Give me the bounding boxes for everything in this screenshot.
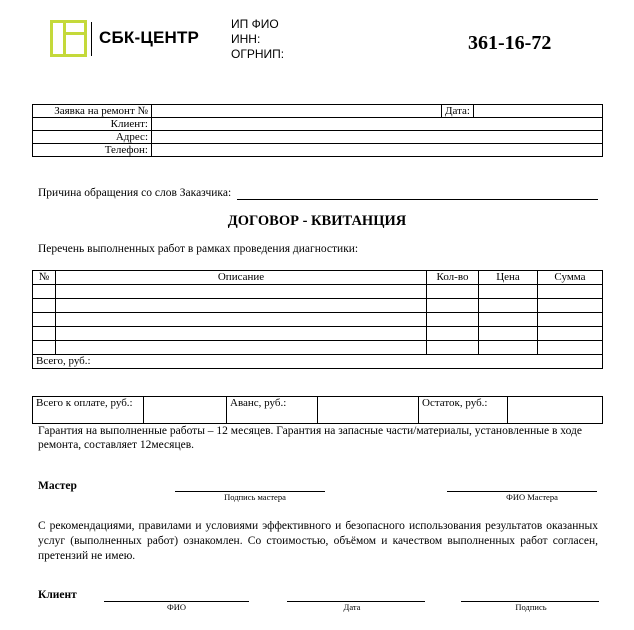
- client-name-caption: ФИО: [167, 602, 186, 612]
- table-row[interactable]: [33, 341, 603, 355]
- document-title: ДОГОВОР - КВИТАНЦИЯ: [227, 213, 407, 229]
- master-sign-caption: Подпись мастера: [224, 492, 286, 502]
- ogrnip-label: ОГРНИП:: [231, 47, 285, 61]
- reason-line[interactable]: [237, 199, 598, 200]
- master-name-caption: ФИО Мастера: [506, 492, 558, 502]
- request-number-label: Заявка на ремонт №: [33, 105, 152, 118]
- works-header-desc: Описание: [56, 271, 427, 285]
- address-field[interactable]: [152, 131, 603, 144]
- works-header-qty: Кол-во: [427, 271, 479, 285]
- payment-total-field[interactable]: [144, 397, 227, 424]
- payment-total-label: Всего к оплате, руб.:: [33, 397, 144, 424]
- request-number-field[interactable]: [152, 105, 442, 118]
- works-header-num: №: [33, 271, 56, 285]
- client-label: Клиент:: [33, 118, 152, 131]
- address-label: Адрес:: [33, 131, 152, 144]
- phone-label: Телефон:: [33, 144, 152, 157]
- client-label-sign: Клиент: [38, 589, 77, 601]
- table-row[interactable]: [33, 313, 603, 327]
- inn-label: ИНН:: [231, 32, 261, 46]
- company-phone: 361-16-72: [468, 32, 552, 54]
- works-header-price: Цена: [479, 271, 538, 285]
- company-name: СБК-ЦЕНТР: [99, 28, 200, 47]
- client-date-caption: Дата: [343, 602, 361, 612]
- advance-field[interactable]: [318, 397, 419, 424]
- logo-divider: [91, 22, 92, 56]
- table-row[interactable]: [33, 285, 603, 299]
- table-row[interactable]: [33, 299, 603, 313]
- payment-table: [32, 396, 603, 424]
- ip-label: ИП ФИО: [231, 17, 279, 31]
- table-row[interactable]: [33, 327, 603, 341]
- works-intro: Перечень выполненных работ в рамках проведения диагностики:: [38, 243, 359, 255]
- works-table: [32, 270, 603, 369]
- warranty-text: Гарантия на выполненные работы – 12 месяцев. Гарантия на запасные части/материалы, установленные в ходе ремонта, составляет 12месяцев.: [38, 425, 582, 451]
- company-logo: [50, 20, 87, 57]
- client-field[interactable]: [152, 118, 603, 131]
- advance-label: Аванс, руб.:: [227, 397, 318, 424]
- remainder-field[interactable]: [508, 397, 603, 424]
- date-field[interactable]: [473, 105, 602, 118]
- request-table: [32, 104, 603, 157]
- remainder-label: Остаток, руб.:: [419, 397, 508, 424]
- date-label: Дата:: [442, 105, 474, 118]
- works-header-sum: Сумма: [538, 271, 603, 285]
- phone-field[interactable]: [152, 144, 603, 157]
- reason-label: Причина обращения со слов Заказчика:: [38, 187, 232, 199]
- client-sign-caption: Подпись: [515, 602, 547, 612]
- master-label: Мастер: [38, 480, 77, 492]
- works-total-label: Всего, руб.:: [33, 355, 603, 369]
- agreement-text: С рекомендациями, правилами и условиями эффективного и безопасного использования результатов оказанных услуг (выполненных работ) ознакомлен. Со стоимостью, объёмом и качеством выполненных работ согласен, претензий не имею.: [38, 520, 598, 562]
